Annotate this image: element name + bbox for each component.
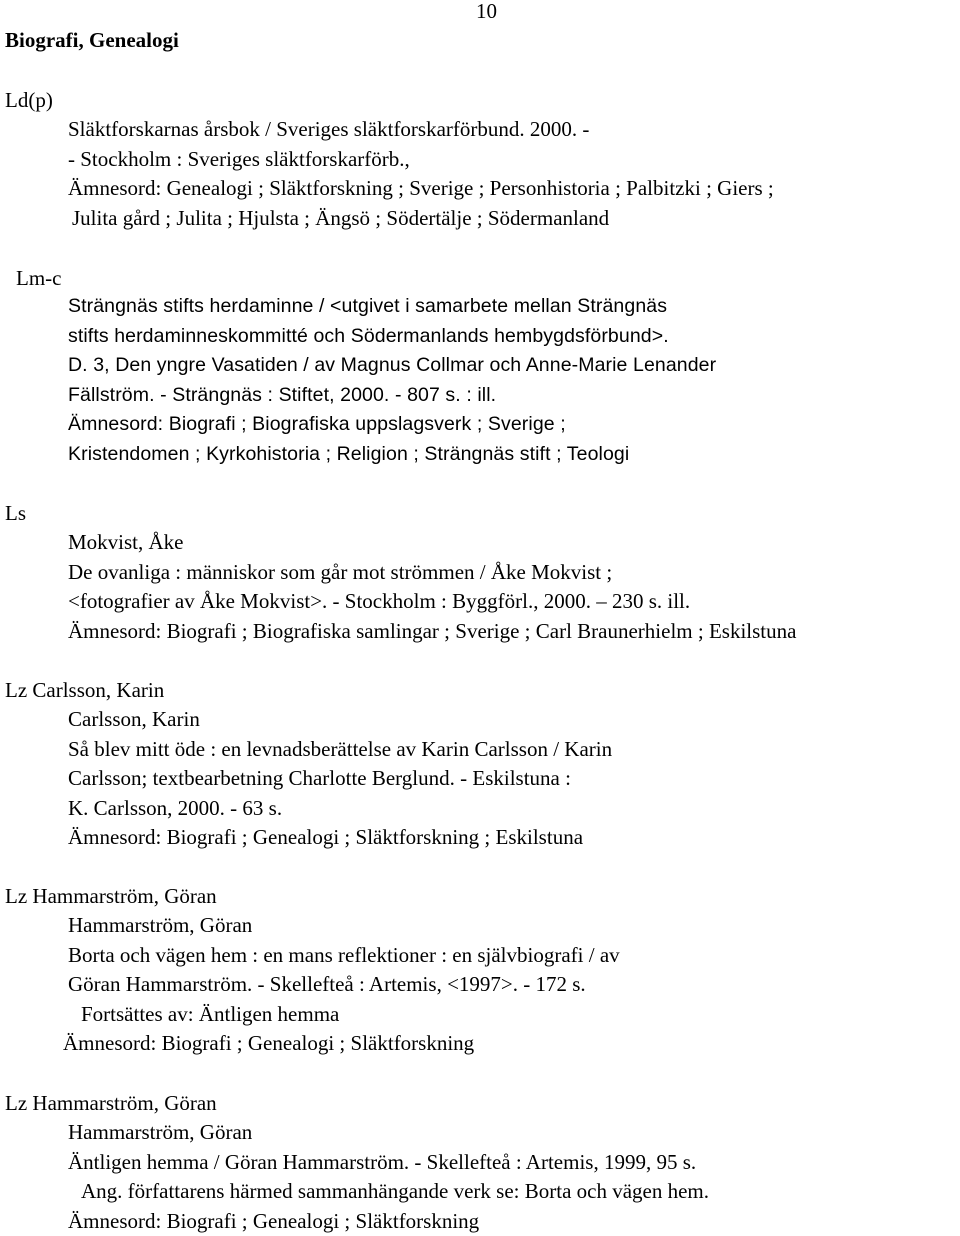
entry-line: D. 3, Den yngre Vasatiden / av Magnus Collmar och Anne-Marie Lenander bbox=[68, 351, 716, 381]
entry-line: Så blev mitt öde : en levnadsberättelse av Karin Carlsson / Karin bbox=[68, 735, 612, 765]
entry-note: Fortsättes av: Äntligen hemma bbox=[68, 1000, 620, 1030]
entry-line: Äntligen hemma / Göran Hammarström. - Skellefteå : Artemis, 1999, 95 s. bbox=[68, 1148, 709, 1178]
subject-line: Ämnesord: Biografi ; Genealogi ; Släktforskning bbox=[68, 1207, 709, 1236]
entry-line: <fotografier av Åke Mokvist>. - Stockholm : Byggförl., 2000. – 230 s. ill. bbox=[68, 587, 796, 617]
entry-line: stifts herdaminneskommitté och Södermanlands hembygdsförbund>. bbox=[68, 322, 716, 352]
subject-line: Kristendomen ; Kyrkohistoria ; Religion ; Strängnäs stift ; Teologi bbox=[68, 440, 716, 470]
entry-line: Fällström. - Strängnäs : Stiftet, 2000. - 807 s. : ill. bbox=[68, 381, 716, 411]
entry-note: Ang. författarens härmed sammanhängande verk se: Borta och vägen hem. bbox=[68, 1177, 709, 1207]
entry-code: Lz Hammarström, Göran bbox=[5, 882, 217, 912]
entry-line: Släktforskarnas årsbok / Sveriges släktforskarförbund. 2000. - bbox=[68, 115, 774, 145]
entry-line: Mokvist, Åke bbox=[68, 528, 796, 558]
entry-code: Lz Hammarström, Göran bbox=[5, 1089, 217, 1119]
subject-line: Ämnesord: Biografi ; Genealogi ; Släktforskning ; Eskilstuna bbox=[68, 823, 612, 853]
catalog-entry bbox=[68, 115, 774, 233]
entry-line: Strängnäs stifts herdaminne / <utgivet i samarbete mellan Strängnäs bbox=[68, 292, 716, 322]
entry-line: Hammarström, Göran bbox=[68, 911, 620, 941]
catalog-entry bbox=[68, 1118, 709, 1236]
entry-code: Lm-c bbox=[16, 264, 61, 294]
entry-code: Ls bbox=[5, 499, 26, 529]
entry-line: Göran Hammarström. - Skellefteå : Artemis, <1997>. - 172 s. bbox=[68, 970, 620, 1000]
catalog-entry bbox=[68, 528, 796, 646]
entry-line: De ovanliga : människor som går mot strömmen / Åke Mokvist ; bbox=[68, 558, 796, 588]
page-number: 10 bbox=[476, 0, 497, 27]
entry-line: Borta och vägen hem : en mans reflektioner : en självbiografi / av bbox=[68, 941, 620, 971]
entry-line: K. Carlsson, 2000. - 63 s. bbox=[68, 794, 612, 824]
subject-line: Julita gård ; Julita ; Hjulsta ; Ängsö ; Södertälje ; Södermanland bbox=[68, 204, 774, 234]
catalog-entry bbox=[68, 292, 716, 469]
entry-line: Carlsson; textbearbetning Charlotte Berglund. - Eskilstuna : bbox=[68, 764, 612, 794]
entry-code: Ld(p) bbox=[5, 86, 53, 116]
entry-line: - Stockholm : Sveriges släktforskarförb., bbox=[68, 145, 774, 175]
catalog-entry bbox=[68, 911, 620, 1059]
subject-line: Ämnesord: Biografi ; Genealogi ; Släktforskning bbox=[63, 1029, 620, 1059]
catalog-entry bbox=[68, 705, 612, 853]
entry-line: Hammarström, Göran bbox=[68, 1118, 709, 1148]
subject-line: Ämnesord: Biografi ; Biografiska samlingar ; Sverige ; Carl Braunerhielm ; Eskilstuna bbox=[68, 617, 796, 647]
subject-line: Ämnesord: Biografi ; Biografiska uppslagsverk ; Sverige ; bbox=[68, 410, 716, 440]
entry-line: Carlsson, Karin bbox=[68, 705, 612, 735]
page-title: Biografi, Genealogi bbox=[5, 26, 179, 56]
entry-code: Lz Carlsson, Karin bbox=[5, 676, 164, 706]
subject-line: Ämnesord: Genealogi ; Släktforskning ; Sverige ; Personhistoria ; Palbitzki ; Giers ; bbox=[68, 174, 774, 204]
